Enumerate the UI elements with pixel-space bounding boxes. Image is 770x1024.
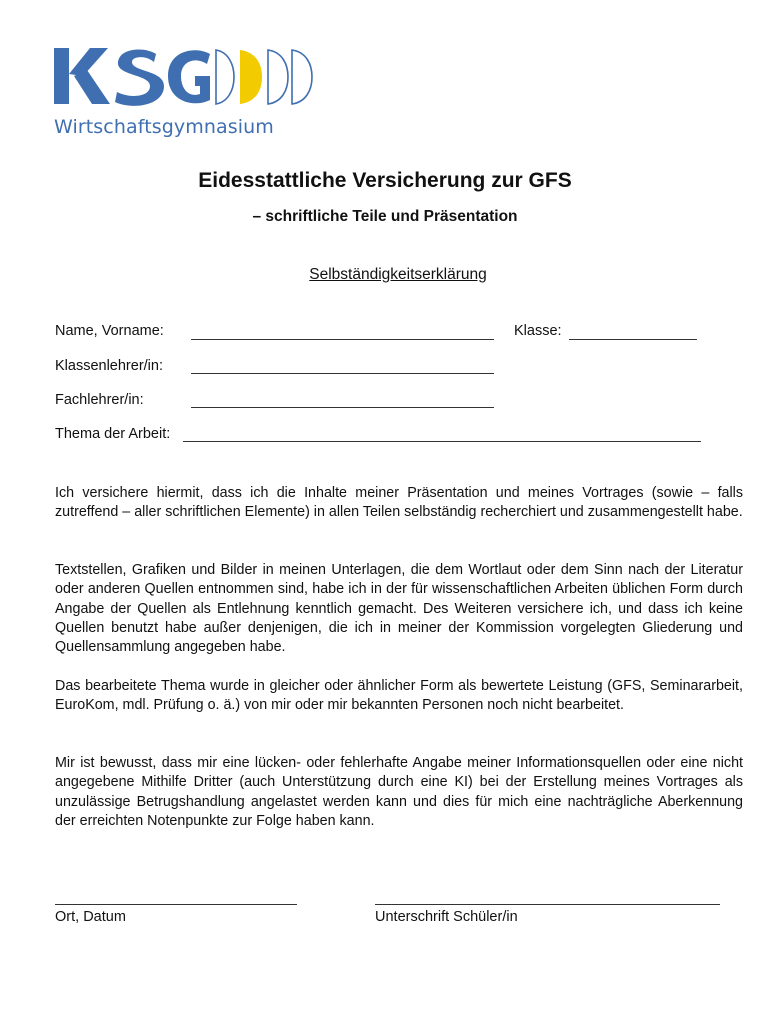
paragraph-sources: Textstellen, Grafiken und Bilder in meinen Unterlagen, die dem Wortlaut oder dem Sinn nach der Literatur oder anderen Quellen entnommen sind, habe ich in der für wissenschaftlichen Arbeiten üblichen Form durch Angabe der Quellen als Entlehnung kenntlich gemacht. Des Weiteren versichere ich, und dass ich keine Quellen benutzt habe außer denjenigen, die ich in meiner der Kommission vorgelegten Gliederung und Quellensammlung angegeben habe. — [55, 562, 743, 656]
place-date-label: Ort, Datum — [55, 909, 126, 925]
logo-subtitle: Wirtschaftsgymnasium — [54, 116, 274, 138]
name-label: Name, Vorname: — [55, 323, 164, 339]
school-logo — [50, 40, 320, 110]
class-input-line[interactable] — [569, 339, 697, 340]
topic-label: Thema der Arbeit: — [55, 426, 171, 442]
document-subtitle: – schriftliche Teile und Präsentation — [252, 208, 518, 225]
place-date-line[interactable] — [55, 904, 297, 905]
subject-teacher-input-line[interactable] — [191, 407, 494, 408]
subject-teacher-label: Fachlehrer/in: — [55, 392, 144, 408]
document-title: Eidesstattliche Versicherung zur GFS — [198, 169, 572, 192]
ksg-logo-icon — [50, 40, 320, 110]
paragraph-consequences: Mir ist bewusst, dass mir eine lücken- oder fehlerhafte Angabe meiner Informationsquellen oder eine nicht angegebene Mithilfe Dritter (auch Unterstützung durch eine KI) bei der Erstellung meines Vortrages als unzulässige Betrugshandlung angelastet werden kann und dies für mich eine nachträgliche Aberkennung der erreichten Notenpunkte zur Folge haben kann. — [55, 755, 743, 829]
class-teacher-label: Klassenlehrer/in: — [55, 358, 163, 374]
student-signature-label: Unterschrift Schüler/in — [375, 909, 518, 925]
class-teacher-input-line[interactable] — [191, 373, 494, 374]
student-signature-line[interactable] — [375, 904, 720, 905]
paragraph-previous-work: Das bearbeitete Thema wurde in gleicher oder ähnlicher Form als bewertete Leistung (GFS, Seminararbeit, EuroKom, mdl. Prüfung o. ä.) von mir oder mir bekannten Personen noch nicht bearbeitet. — [55, 678, 743, 714]
section-heading: Selbständigkeitserklärung — [309, 266, 487, 283]
class-label: Klasse: — [514, 323, 562, 339]
name-input-line[interactable] — [191, 339, 494, 340]
topic-input-line[interactable] — [183, 441, 701, 442]
paragraph-independence: Ich versichere hiermit, dass ich die Inhalte meiner Präsentation und meines Vortrages (sowie – falls zutreffend – aller schriftlichen Elemente) in allen Teilen selbständig recherchiert und zusammengestellt habe. — [55, 485, 743, 521]
